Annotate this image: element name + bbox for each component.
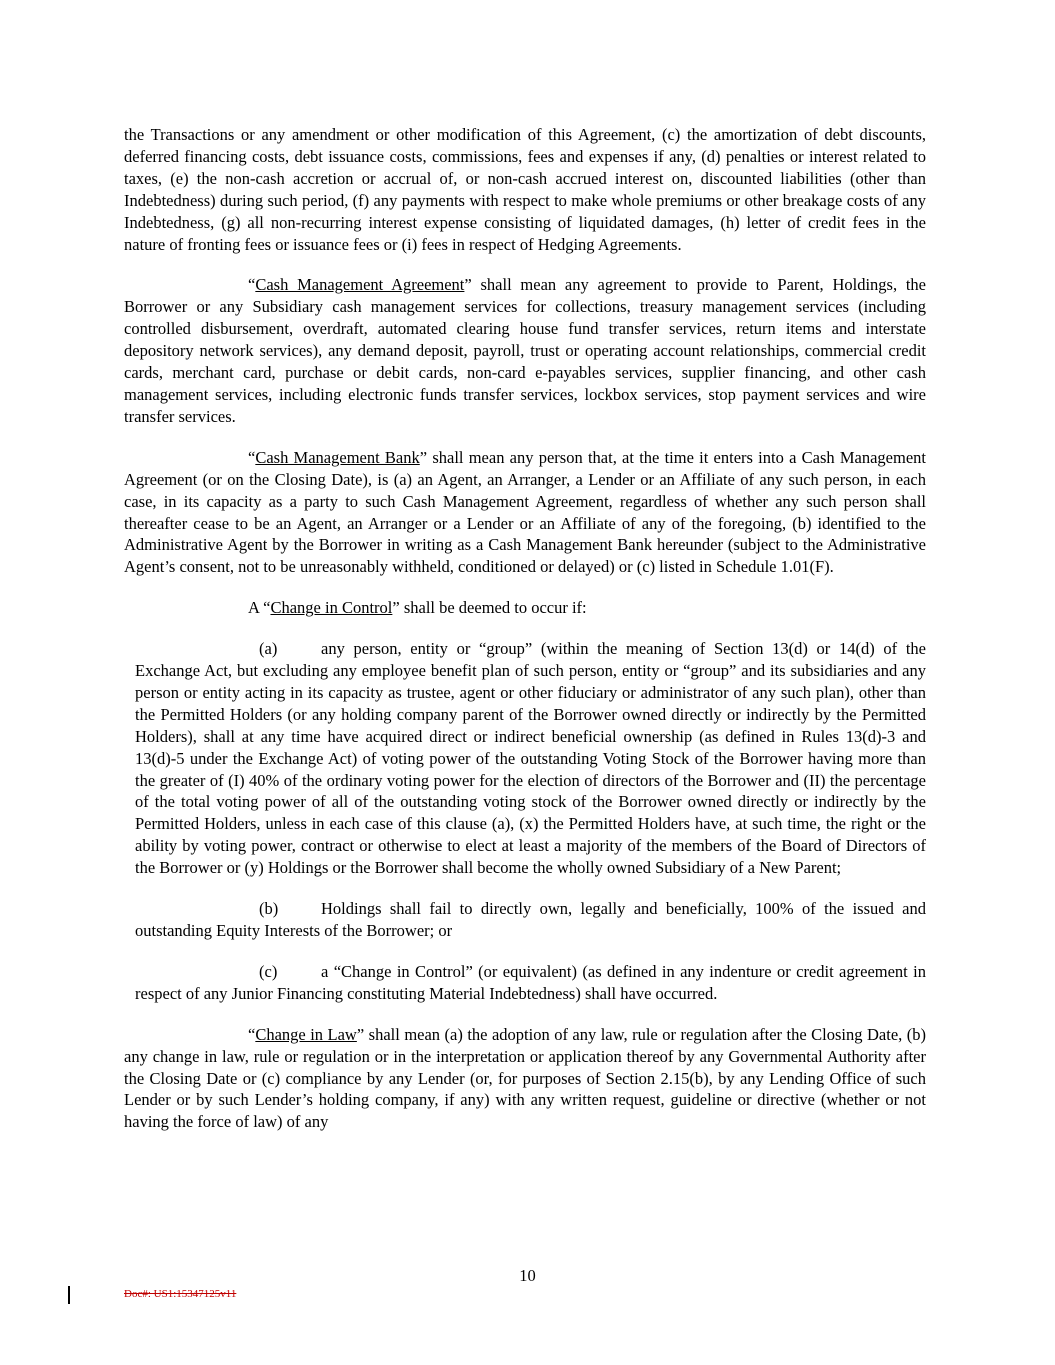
clause-a xyxy=(135,638,926,879)
clause-label: (b) xyxy=(259,899,279,919)
revision-change-bar xyxy=(68,1286,70,1304)
clause-text: any person, entity or “group” (within the meaning of Section 13(d) or 14(d) of the Exchange Act, but excluding any employee benefit plan of such person, entity or “group” and its subsidiaries and any person or entity acting in its capacity as trustee, agent or other fiduciary or administrator of any such plan), other than the Permitted Holders (or any holding company parent of the Borrower owned directly or indirectly by the Permitted Holders), shall at any time have acquired direct or indirect beneficial ownership (as defined in Rules 13(d)-3 and 13(d)-5 under the Exchange Act) of voting power of the outstanding Voting Stock of the Borrower having more than the greater of (I) 40% of the ordinary voting power for the election of directors of the Borrower and (II) the percentage of the total voting power of all of the outstanding voting stock of the Borrower owned directly or indirectly by the Permitted Holders, unless in each case of this clause (a), (x) the Permitted Holders have, at such time, the right or the ability by voting power, contract or otherwise to elect at least a majority of the members of the Board of Directors of the Borrower or (y) Holdings or the Borrower shall become the wholly owned Subsidiary of a New Parent; xyxy=(135,639,926,878)
defined-term: Change in Control xyxy=(270,598,393,618)
clause-text: a “Change in Control” (or equivalent) (as defined in any indenture or credit agreement in respect of any Junior Financing constituting Material Indebtedness) shall have occurred. xyxy=(135,961,926,1003)
open-quote: “ xyxy=(248,1024,256,1044)
definition-text: ” shall mean (a) the adoption of any law, rule or regulation after the Closing Date, (b) any change in law, rule or regulation or in the interpretation or application thereof by any Governmental Authority after the Closing Date or (c) compliance by any Lender (or, for purposes of Section 2.15(b), by any Lending Office of such Lender or by such Lender’s holding company, if any) with any written request, guideline or directive (whether or not having the force of law) of any xyxy=(124,1024,926,1132)
open-quote: “ xyxy=(248,447,256,467)
document-id: Doc#: US1:15347125v11 xyxy=(124,1288,237,1300)
clause-c xyxy=(135,961,926,1005)
clause-text: Holdings shall fail to directly own, legally and beneficially, 100% of the issued and outstanding Equity Interests of the Borrower; or xyxy=(135,899,926,940)
definition-change-in-law xyxy=(124,1024,926,1134)
definition-cash-management-bank xyxy=(124,447,926,578)
definition-cash-management-agreement xyxy=(124,274,926,427)
defined-term: Cash Management Bank xyxy=(255,447,420,467)
document-body xyxy=(124,124,926,1133)
page-number: 10 xyxy=(519,1266,536,1285)
clause-b xyxy=(135,898,926,942)
open-quote: “ xyxy=(248,275,256,295)
defined-term: Change in Law xyxy=(255,1024,357,1044)
clause-label: (a) xyxy=(259,639,278,659)
definition-text: ” shall mean any agreement to provide to Parent, Holdings, the Borrower or any Subsidiary cash management services for collections, treasury management services (including controlled disbursement, overdraft, automated clearing house fund transfer services, return items and interstate depository network services), any demand deposit, payroll, trust or operating account relationships, commercial credit cards, merchant card, purchase or debit cards, non-card e-payables services, supplier financing, and other cash management services, including electronic funds transfer services, lockbox services, stop payment services and wire transfer services. xyxy=(124,275,926,426)
clause-label: (c) xyxy=(259,961,278,981)
defined-term: Cash Management Agreement xyxy=(255,275,465,295)
continuation-paragraph: the Transactions or any amendment or other modification of this Agreement, (c) the amortization of debt discounts, deferred financing costs, debt issuance costs, commissions, fees and expenses if any, (d) penalties or interest related to taxes, (e) the non-cash accretion or accrual of, or non-cash accrued interest on, discounted liabilities (other than Indebtedness) during such period, (f) any payments with respect to make whole premiums or other breakage costs of any Indebtedness, (g) all non-recurring interest expense consisting of liquidated damages, (h) letter of credit fees in the nature of fronting fees or issuance fees or (i) fees in respect of Hedging Agreements. xyxy=(124,125,926,254)
definition-text: ” shall mean any person that, at the time it enters into a Cash Management Agreement (or on the Closing Date), is (a) an Agent, an Arranger, a Lender or an Affiliate of any such person, in each case, in its capacity as a party to such Cash Management Agreement, regardless of whether any such person shall thereafter cease to be an Agent, an Arranger or a Lender or an Affiliate of any of the foregoing, (b) identified to the Administrative Agent by the Borrower in writing as a Cash Management Bank hereunder (subject to the Administrative Agent’s consent, not to be unreasonably withheld, conditioned or delayed) or (c) listed in Schedule 1.01(F). xyxy=(124,447,926,577)
definition-change-in-control: A “Change in Control” shall be deemed to occur if: xyxy=(248,598,587,618)
